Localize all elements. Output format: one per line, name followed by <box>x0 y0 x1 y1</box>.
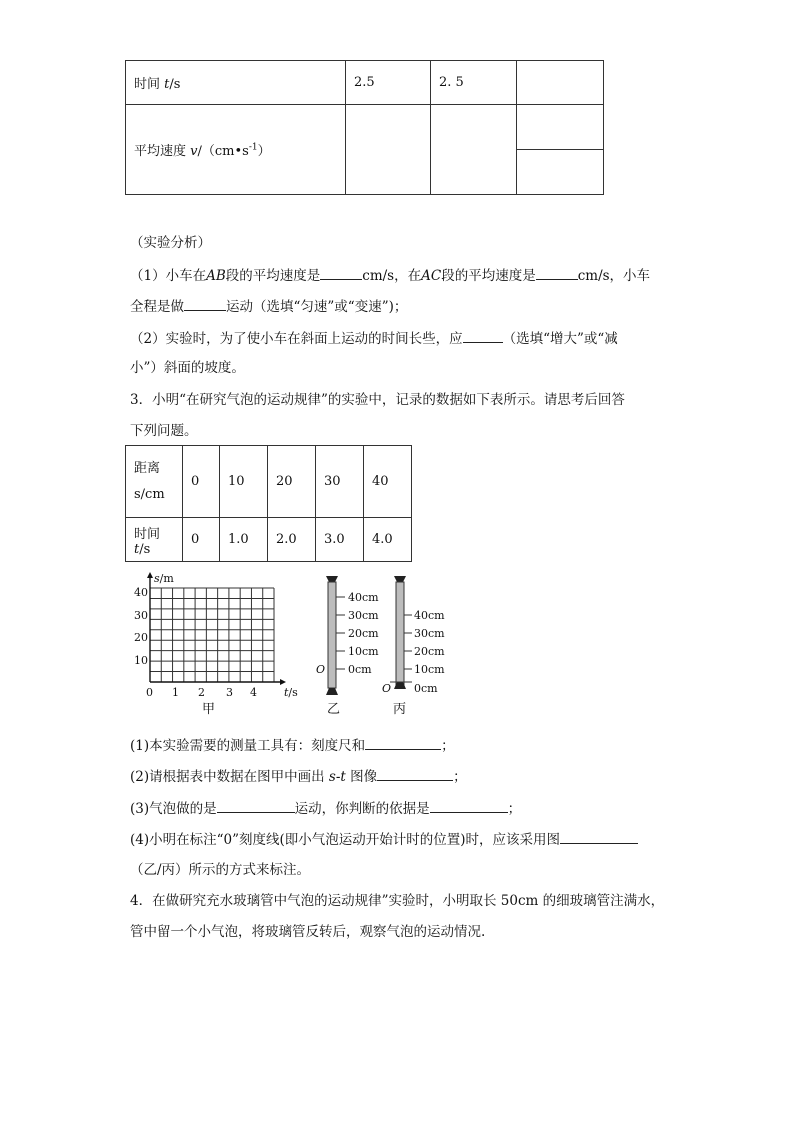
distance-cell-2: 20 <box>268 446 316 518</box>
p3-q3 <box>130 798 521 819</box>
tube-bing-top-plug <box>394 576 406 582</box>
time-cell-3 <box>517 61 604 105</box>
time2-cell-4: 4.0 <box>364 518 412 562</box>
tube-bing-body <box>396 582 404 688</box>
x-axis-label: t/s <box>284 686 298 699</box>
p4-line2: 管中留一个小气泡，将玻璃管反转后，观察气泡的运动情况. <box>130 924 486 940</box>
p3-q1 <box>130 735 455 756</box>
y-tick-30: 30 <box>134 609 148 622</box>
p3-intro-1: 3．小明“在研究气泡的运动规律”的实验中，记录的数据如下表所示。请思考后回答 <box>130 392 625 408</box>
speed-row-a <box>126 105 604 150</box>
time-unit: /s <box>169 77 181 92</box>
x-tick-4: 4 <box>250 686 257 699</box>
p3-q2-text-a: (2)请根据表中数据在图甲中画出 <box>130 769 329 785</box>
time2-cell-0: 0 <box>183 518 220 562</box>
q1-text-d: 段的平均速度是 <box>441 268 536 284</box>
y-tick-40: 40 <box>134 586 148 599</box>
distance-cell-4: 40 <box>364 446 412 518</box>
q1-ac: AC <box>421 268 442 284</box>
time2-cell-1: 1.0 <box>220 518 268 562</box>
speed-cell-3b <box>517 150 604 195</box>
x-tick-3: 3 <box>226 686 233 699</box>
distance-cell-1: 10 <box>220 446 268 518</box>
time-label-cell-2 <box>126 518 183 562</box>
speed-var: v <box>190 144 198 159</box>
p3-q1-end: ； <box>441 738 455 754</box>
y-axis-arrow-icon <box>147 572 153 578</box>
p4-line1: 4．在做研究充水玻璃管中气泡的运动规律”实验时，小明取长 50cm 的细玻璃管注满水， <box>130 893 665 909</box>
bing-mark-10: 10cm <box>414 663 445 676</box>
distance-cell-3: 30 <box>316 446 364 518</box>
time-row <box>126 61 604 105</box>
yi-mark-0: 0cm <box>348 663 372 676</box>
analysis-heading: （实验分析） <box>130 235 211 251</box>
yi-mark-30: 30cm <box>348 609 379 622</box>
analysis-q1-line1 <box>130 265 650 286</box>
q1-text-b: 段的平均速度是 <box>225 268 321 284</box>
q2-text-a: （2）实验时，为了使小车在斜面上运动的时间长些，应 <box>130 331 463 347</box>
time-cell-1: 2.5 <box>346 61 431 105</box>
label-yi: 乙 <box>327 702 341 717</box>
graph-grid <box>150 588 274 682</box>
speed-cell-2 <box>431 105 517 195</box>
p3-q3-text-a: (3)气泡做的是 <box>130 801 217 817</box>
tube-bing <box>382 576 445 717</box>
y-axis-label: s/m <box>154 572 174 585</box>
bubble-table <box>125 445 412 562</box>
q1-blank-2[interactable] <box>536 265 578 280</box>
p3-q3-blank-2[interactable] <box>430 798 508 813</box>
yi-mark-40: 40cm <box>348 591 379 604</box>
p3-q4-line1 <box>130 829 638 850</box>
tube-yi <box>316 576 379 717</box>
y-tick-10: 10 <box>134 654 148 667</box>
q1-blank-3[interactable] <box>184 296 226 311</box>
tube-yi-top-plug <box>326 576 338 582</box>
p3-q4-blank[interactable] <box>560 829 638 844</box>
q1-ab: AB <box>206 268 226 284</box>
x-axis-arrow-icon <box>280 679 286 685</box>
label-bing: 丙 <box>393 702 407 717</box>
p3-q1-blank[interactable] <box>365 735 441 750</box>
time-label-cell <box>126 61 346 105</box>
graph-jia <box>134 572 298 717</box>
time-label: 时间 <box>134 77 165 92</box>
p3-q2-blank[interactable] <box>377 766 453 781</box>
p3-q3-end: ； <box>507 801 522 817</box>
speed-unit-a: /（cm•s <box>197 144 249 159</box>
p3-q4-line2: （乙/丙）所示的方式来标注。 <box>130 862 311 878</box>
yi-origin: O <box>316 663 326 676</box>
speed-table <box>125 60 604 195</box>
q1-text-f: 全程是做 <box>130 299 184 315</box>
time-cell-2: 2. 5 <box>431 61 517 105</box>
p3-q2 <box>130 766 467 787</box>
speed-unit-sup: -1 <box>248 142 258 153</box>
analysis-q2-line1 <box>130 328 618 349</box>
time-label-2: 时间 <box>134 526 161 542</box>
time-var-2: t <box>134 541 140 557</box>
p3-q2-text-b: 图像 <box>345 769 378 785</box>
x-tick-0: 0 <box>146 686 153 699</box>
tube-yi-body <box>328 582 336 688</box>
y-tick-20: 20 <box>134 631 148 644</box>
p3-q3-blank-1[interactable] <box>217 798 295 813</box>
speed-label: 平均速度 <box>134 144 191 159</box>
label-jia: 甲 <box>202 702 216 717</box>
p3-q2-end: ； <box>453 769 467 785</box>
time-row-2 <box>126 518 412 562</box>
q1-text-e: cm/s，小车 <box>577 268 651 284</box>
x-tick-2: 2 <box>198 686 205 699</box>
q1-text-a: （1）小车在 <box>130 268 207 284</box>
time2-cell-3: 3.0 <box>316 518 364 562</box>
analysis-q1-line2 <box>130 296 407 317</box>
tube-yi-bottom-plug <box>326 688 338 695</box>
q1-text-c: cm/s，在 <box>362 268 422 284</box>
time-unit-2: /s <box>139 541 151 557</box>
p3-q3-text-b: 运动，你判断的依据是 <box>294 801 430 817</box>
p3-q4-text-a: (4)小明在标注“0”刻度线(即小气泡运动开始计时的位置)时，应该采用图 <box>130 832 561 848</box>
distance-label-2: s/cm <box>134 486 165 502</box>
bing-mark-20: 20cm <box>414 645 445 658</box>
q1-text-g: 运动（选填“匀速”或“变速”)； <box>226 299 408 315</box>
time-var: t <box>164 77 170 92</box>
x-tick-1: 1 <box>172 686 179 699</box>
p3-intro-2: 下列问题。 <box>130 423 198 439</box>
speed-label-cell <box>126 105 346 195</box>
bing-mark-30: 30cm <box>414 627 445 640</box>
speed-cell-3a <box>517 105 604 150</box>
speed-cell-1 <box>346 105 431 195</box>
q2-blank[interactable] <box>463 328 503 343</box>
time2-cell-2: 2.0 <box>268 518 316 562</box>
p3-q1-text: (1)本实验需要的测量工具有：刻度尺和 <box>130 738 366 754</box>
bubble-figure <box>120 570 460 720</box>
yi-mark-20: 20cm <box>348 627 379 640</box>
speed-unit-b: ） <box>257 144 271 159</box>
distance-label-cell <box>126 446 183 518</box>
p3-q2-var: s-t <box>328 769 346 785</box>
analysis-q2-line2: 小”）斜面的坡度。 <box>130 360 245 376</box>
distance-row <box>126 446 412 518</box>
q2-text-b: （选填“增大”或“减 <box>502 331 618 347</box>
distance-cell-0: 0 <box>183 446 220 518</box>
q1-blank-1[interactable] <box>320 265 362 280</box>
bing-mark-40: 40cm <box>414 609 445 622</box>
distance-label-1: 距离 <box>134 460 161 476</box>
bing-origin: O <box>382 682 392 695</box>
yi-mark-10: 10cm <box>348 645 379 658</box>
bing-mark-0: 0cm <box>414 682 438 695</box>
